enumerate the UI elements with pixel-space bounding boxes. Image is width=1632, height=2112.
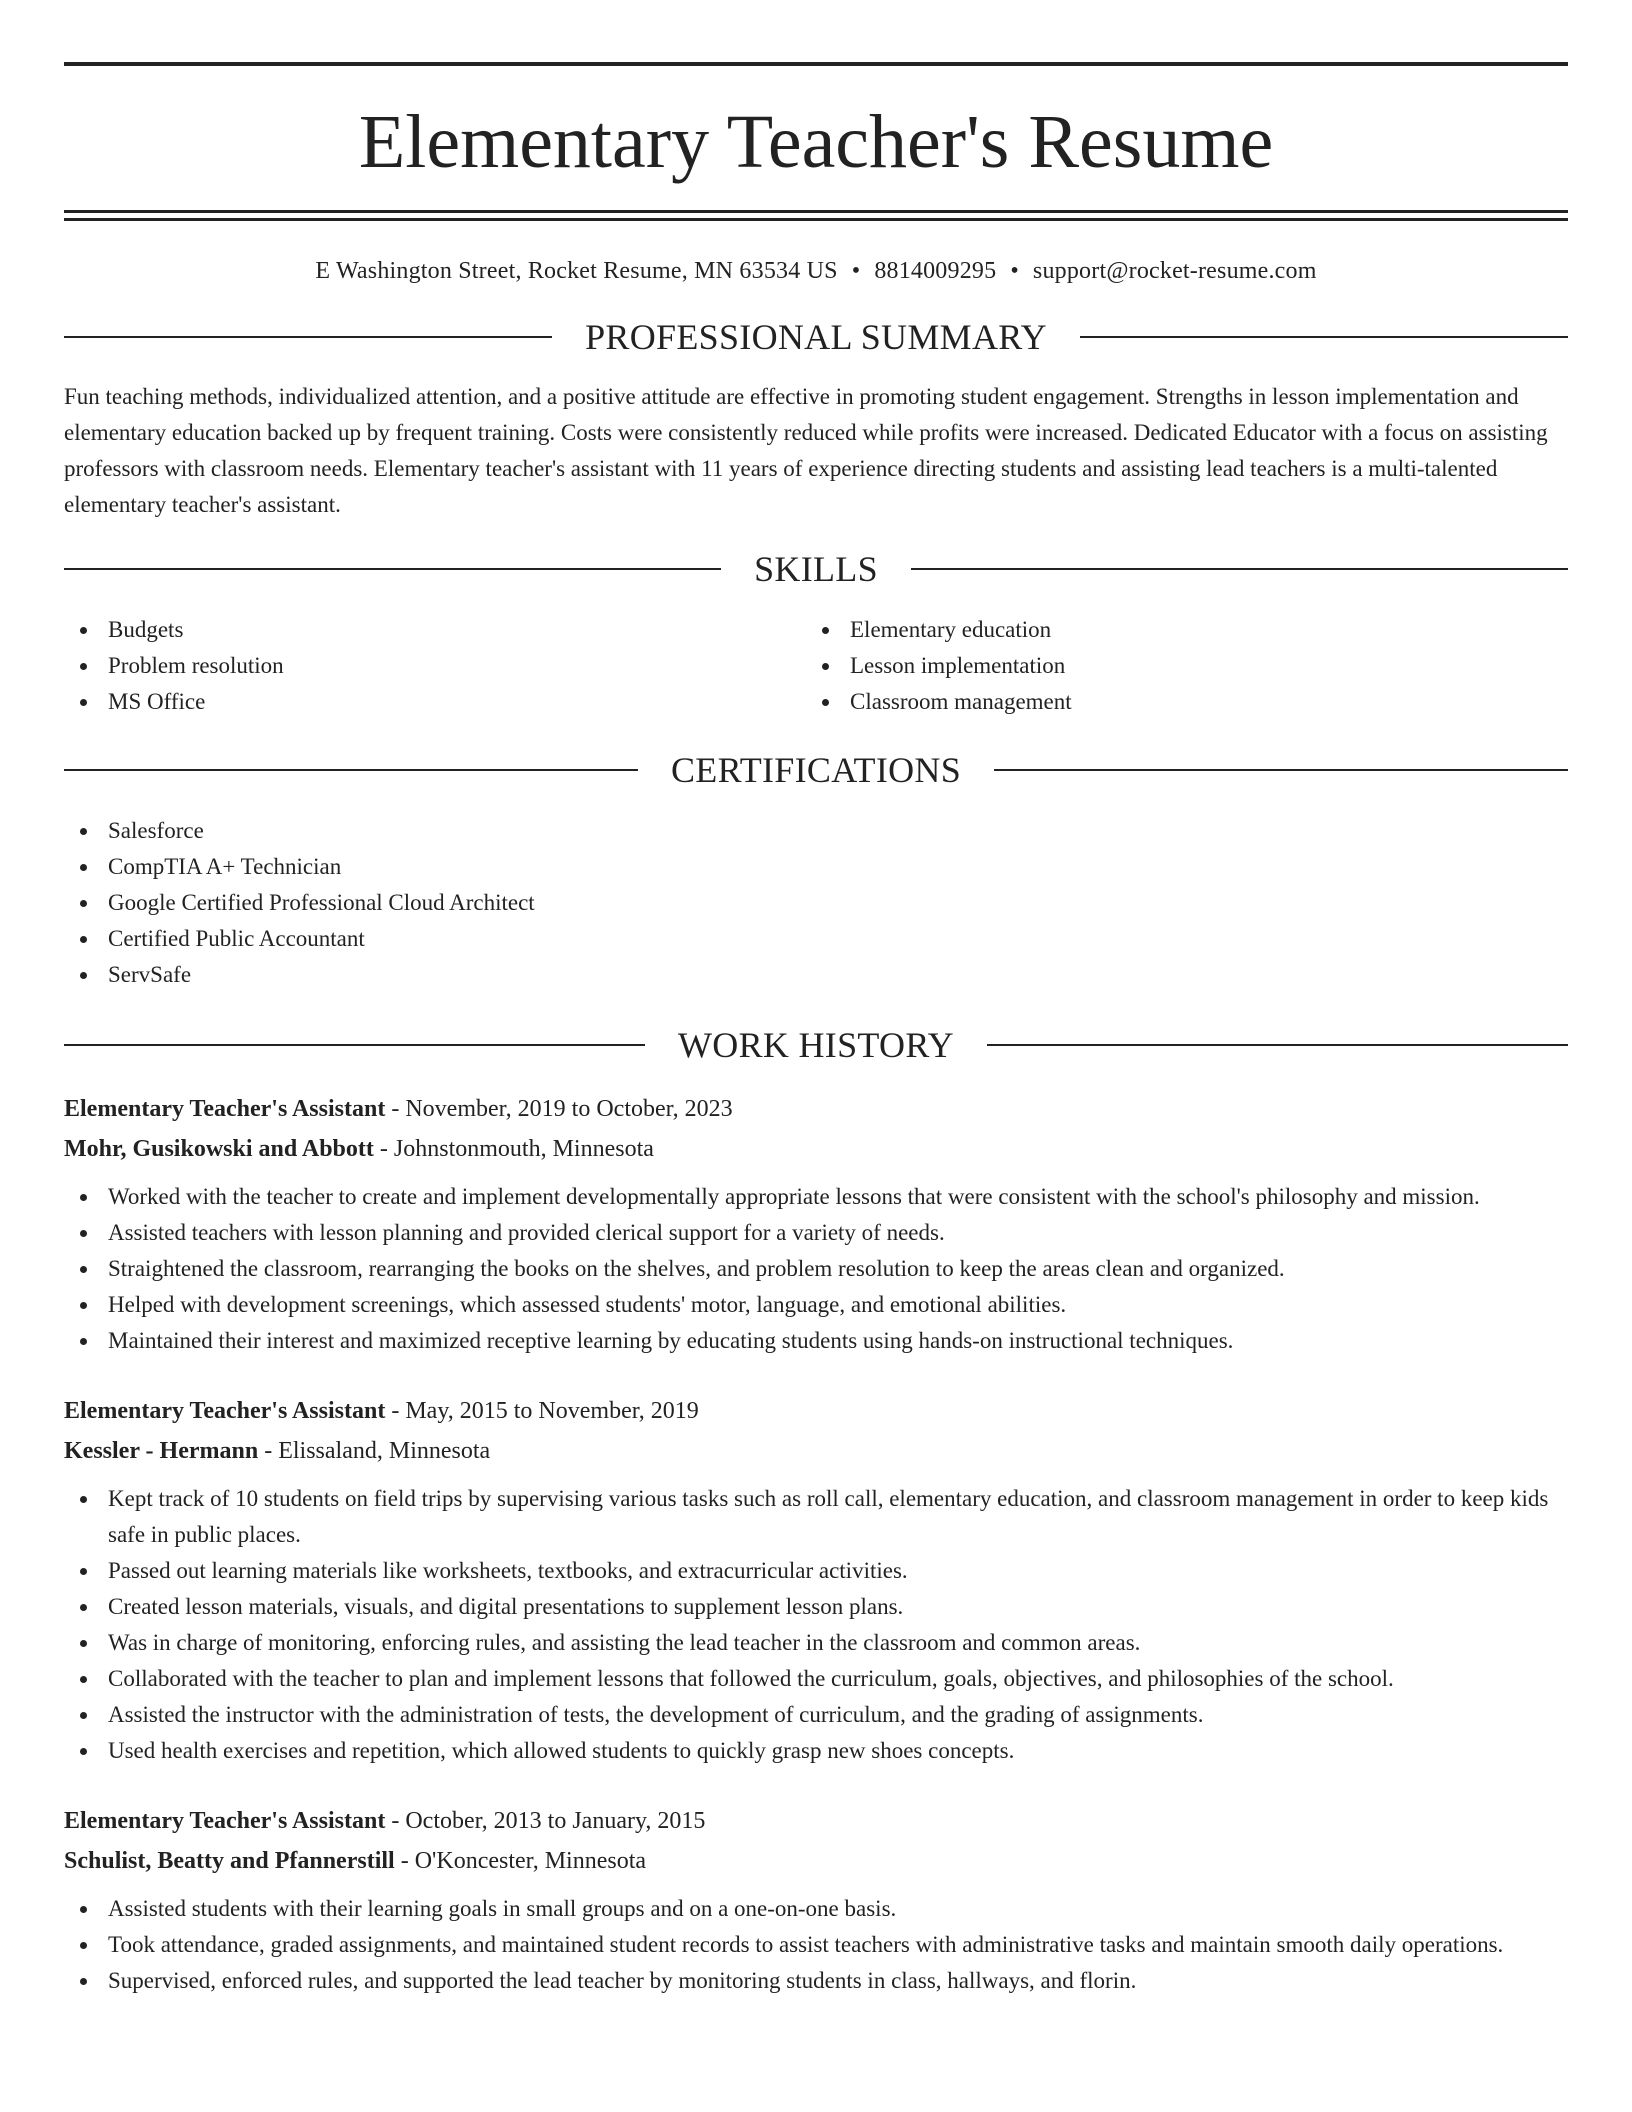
job-dates: November, 2019 to October, 2023 bbox=[405, 1096, 733, 1122]
section-title: SKILLS bbox=[754, 549, 878, 589]
skills-column-right bbox=[806, 612, 1548, 720]
job-bullet: Helped with development screenings, which assessed students' motor, language, and emotional abilities. bbox=[64, 1287, 1568, 1323]
job-bullet: Assisted the instructor with the administration of tests, the development of curriculum, and the grading of assignments. bbox=[64, 1697, 1568, 1733]
job-company-line: Schulist, Beatty and Pfannerstill - O'Koncester, Minnesota bbox=[64, 1848, 647, 1874]
job-company: Kessler - Hermann bbox=[64, 1438, 259, 1464]
job-entry bbox=[64, 1089, 1568, 1359]
job-bullet: Assisted teachers with lesson planning and provided clerical support for a variety of needs. bbox=[64, 1215, 1568, 1251]
job-company: Schulist, Beatty and Pfannerstill bbox=[64, 1848, 395, 1874]
skill-item: Elementary education bbox=[806, 612, 1548, 648]
job-entry bbox=[64, 1801, 1568, 1999]
job-bullets bbox=[64, 1179, 1568, 1359]
certification-item: Salesforce bbox=[64, 813, 1568, 849]
skill-item: MS Office bbox=[64, 684, 806, 720]
summary-text: Fun teaching methods, individualized attention, and a positive attitude are effective in promoting student engagement. Strengths in lesson implementation and elementary education backed up by frequent training. Costs were consistently reduced while profits were increased. Dedicated Educator with a focus on assisting professors with classroom needs. Elementary teacher's assistant with 11 years of experience directing students and assisting lead teachers is a multi-talented elementary teacher's assistant. bbox=[64, 384, 1548, 517]
contact-separator: • bbox=[1010, 258, 1019, 284]
divider-line bbox=[64, 769, 638, 771]
job-bullet: Maintained their interest and maximized receptive learning by educating students using hands-on instructional techniques. bbox=[64, 1323, 1568, 1359]
skills-column-left bbox=[64, 612, 806, 720]
job-bullet: Passed out learning materials like worksheets, textbooks, and extracurricular activities. bbox=[64, 1553, 1568, 1589]
job-bullet: Used health exercises and repetition, which allowed students to quickly grasp new shoes concepts. bbox=[64, 1733, 1568, 1769]
skill-item: Lesson implementation bbox=[806, 648, 1548, 684]
job-bullet: Worked with the teacher to create and implement developmentally appropriate lessons that were consistent with the school's philosophy and mission. bbox=[64, 1179, 1568, 1215]
job-title-line: Elementary Teacher's Assistant - May, 2015 to November, 2019 bbox=[64, 1398, 699, 1424]
job-bullet: Took attendance, graded assignments, and maintained student records to assist teachers with administrative tasks and maintain smooth daily operations. bbox=[64, 1927, 1568, 1963]
title-double-rule bbox=[64, 210, 1568, 221]
section-heading-certifications bbox=[64, 752, 1568, 788]
contact-separator: • bbox=[851, 258, 861, 284]
job-bullet: Was in charge of monitoring, enforcing rules, and assisting the lead teacher in the classroom and common areas. bbox=[64, 1625, 1568, 1661]
divider-line bbox=[64, 568, 721, 570]
divider-line bbox=[911, 568, 1568, 570]
section-title: PROFESSIONAL SUMMARY bbox=[585, 317, 1047, 357]
job-bullet: Kept track of 10 students on field trips by supervising various tasks such as roll call, elementary education, and classroom management in order to keep kids safe in public places. bbox=[64, 1481, 1568, 1553]
job-entry bbox=[64, 1391, 1568, 1769]
job-dates: October, 2013 to January, 2015 bbox=[405, 1808, 706, 1834]
job-bullet: Created lesson materials, visuals, and digital presentations to supplement lesson plans. bbox=[64, 1589, 1568, 1625]
divider-line bbox=[1080, 336, 1568, 338]
job-bullet: Collaborated with the teacher to plan and implement lessons that followed the curriculum, goals, objectives, and philosophies of the school. bbox=[64, 1661, 1568, 1697]
contact-phone: 8814009295 bbox=[874, 258, 997, 284]
job-bullet: Supervised, enforced rules, and supported the lead teacher by monitoring students in class, hallways, and florin. bbox=[64, 1963, 1568, 1999]
divider-line bbox=[987, 1044, 1568, 1046]
job-location: Elissaland, Minnesota bbox=[278, 1438, 491, 1464]
job-title: Elementary Teacher's Assistant bbox=[64, 1096, 386, 1122]
skills-grid bbox=[64, 612, 1568, 720]
job-company-line: Mohr, Gusikowski and Abbott - Johnstonmouth, Minnesota bbox=[64, 1136, 654, 1162]
job-location: Johnstonmouth, Minnesota bbox=[393, 1136, 654, 1162]
section-heading-summary bbox=[64, 319, 1568, 355]
contact-email: support@rocket-resume.com bbox=[1032, 258, 1317, 284]
section-heading-skills bbox=[64, 551, 1568, 587]
job-location: O'Koncester, Minnesota bbox=[414, 1848, 647, 1874]
divider-line bbox=[994, 769, 1568, 771]
job-bullet: Straightened the classroom, rearranging the books on the shelves, and problem resolution to keep the areas clean and organized. bbox=[64, 1251, 1568, 1287]
certification-item: Certified Public Accountant bbox=[64, 921, 1568, 957]
job-title: Elementary Teacher's Assistant bbox=[64, 1398, 386, 1424]
top-rule bbox=[64, 62, 1568, 66]
resume-title: Elementary Teacher's Resume bbox=[358, 100, 1274, 184]
job-dates: May, 2015 to November, 2019 bbox=[405, 1398, 699, 1424]
certification-item: CompTIA A+ Technician bbox=[64, 849, 1568, 885]
job-company: Mohr, Gusikowski and Abbott bbox=[64, 1136, 374, 1162]
section-heading-work-history bbox=[64, 1027, 1568, 1063]
job-company-line: Kessler - Hermann - Elissaland, Minnesota bbox=[64, 1438, 491, 1464]
contact-line bbox=[64, 258, 1568, 285]
certification-item: Google Certified Professional Cloud Architect bbox=[64, 885, 1568, 921]
divider-line bbox=[64, 1044, 645, 1046]
divider-line bbox=[64, 336, 552, 338]
job-bullet: Assisted students with their learning goals in small groups and on a one-on-one basis. bbox=[64, 1891, 1568, 1927]
contact-address: E Washington Street, Rocket Resume, MN 63534 US bbox=[315, 258, 838, 284]
certifications-list bbox=[64, 813, 1568, 993]
section-title: WORK HISTORY bbox=[678, 1025, 954, 1065]
job-bullets bbox=[64, 1481, 1568, 1769]
skill-item: Problem resolution bbox=[64, 648, 806, 684]
certification-item: ServSafe bbox=[64, 957, 1568, 993]
job-title-line: Elementary Teacher's Assistant - October, 2013 to January, 2015 bbox=[64, 1808, 706, 1834]
job-bullets bbox=[64, 1891, 1568, 1999]
skill-item: Classroom management bbox=[806, 684, 1548, 720]
job-title: Elementary Teacher's Assistant bbox=[64, 1808, 386, 1834]
job-title-line: Elementary Teacher's Assistant - November, 2019 to October, 2023 bbox=[64, 1096, 733, 1122]
skill-item: Budgets bbox=[64, 612, 806, 648]
section-title: CERTIFICATIONS bbox=[670, 750, 962, 790]
